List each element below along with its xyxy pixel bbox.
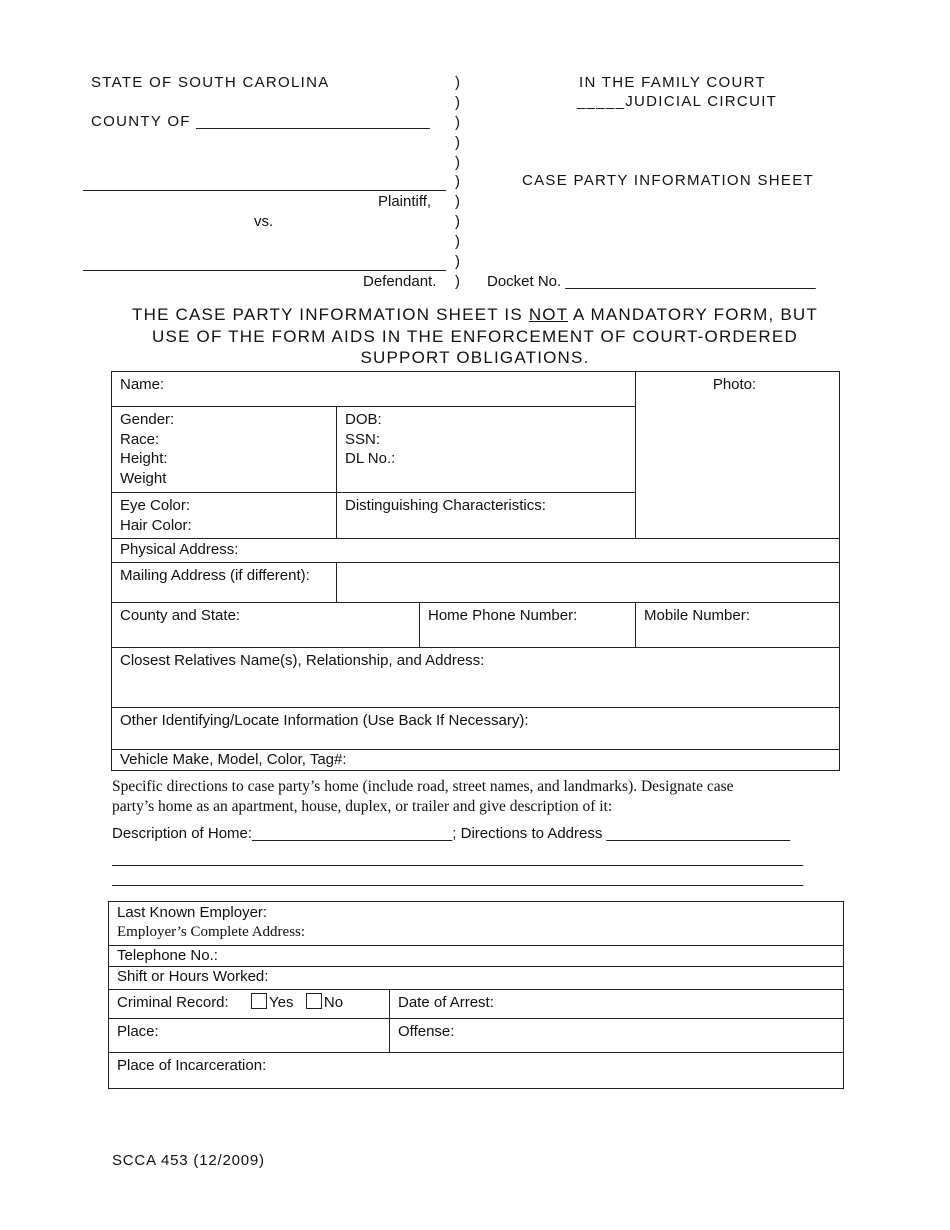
notice-text: A MANDATORY FORM, BUT (568, 305, 818, 324)
distinguishing-label: Distinguishing Characteristics: (345, 497, 546, 514)
employer-label: Last Known Employer: (117, 904, 268, 921)
judicial-circuit: _____JUDICIAL CIRCUIT (577, 93, 778, 110)
physical-address-field[interactable] (112, 539, 840, 563)
employer-field[interactable] (109, 902, 844, 946)
place-label: Place: (117, 1022, 159, 1040)
no-label: No (323, 993, 344, 1011)
name-label: Name: (120, 376, 165, 393)
dl-number-label: DL No.: (345, 450, 396, 467)
court-name: IN THE FAMILY COURT (579, 74, 766, 91)
vs-label: vs. (254, 213, 274, 230)
no-checkbox[interactable] (306, 993, 322, 1009)
state-caption: STATE OF SOUTH CAROLINA (91, 74, 330, 91)
county-state-field[interactable] (112, 603, 420, 648)
shift-label: Shift or Hours Worked: (117, 967, 269, 985)
docket-label: Docket No. (487, 273, 562, 290)
race-label: Race: (120, 430, 160, 448)
home-phone-field[interactable] (420, 603, 636, 648)
caption-paren: ) (455, 173, 460, 190)
caption-paren: ) (455, 94, 460, 111)
photo-box[interactable] (636, 372, 840, 539)
mailing-address-label: Mailing Address (if different): (120, 567, 310, 584)
mailing-address-label-cell (112, 563, 337, 603)
defendant-line (83, 270, 446, 271)
relatives-field[interactable] (112, 648, 840, 708)
caption-paren: ) (455, 193, 460, 210)
other-info-field[interactable] (112, 708, 840, 750)
notice-text: THE CASE PARTY INFORMATION SHEET IS (132, 305, 529, 324)
date-of-arrest-label: Date of Arrest: (398, 993, 494, 1011)
docket-line (487, 273, 816, 290)
physical-traits-field[interactable] (112, 407, 337, 493)
directions-blank-line[interactable]: ________________________________________________________________________________ (112, 850, 804, 867)
place-field[interactable] (109, 1018, 390, 1052)
physical-address-label: Physical Address: (120, 541, 239, 558)
hair-color-label: Hair Color: (120, 516, 192, 534)
sheet-title: CASE PARTY INFORMATION SHEET (522, 172, 814, 189)
incarceration-label: Place of Incarceration: (117, 1056, 267, 1074)
distinguishing-field[interactable] (337, 493, 636, 539)
notice-line-1 (0, 304, 950, 326)
employment-table (108, 901, 844, 1089)
yes-label: Yes (269, 993, 294, 1011)
caption-paren: ) (455, 253, 460, 270)
offense-label: Offense: (398, 1022, 455, 1040)
directions-blank-line[interactable]: ________________________________________________________________________________ (112, 870, 804, 887)
county-state-label: County and State: (120, 607, 241, 624)
caption-paren: ) (455, 134, 460, 151)
directions-label: ; Directions to Address (452, 825, 603, 842)
dob-label: DOB: (345, 411, 382, 428)
notice-line-3: SUPPORT OBLIGATIONS. (360, 348, 590, 367)
caption-paren: ) (455, 273, 460, 290)
vehicle-label: Vehicle Make, Model, Color, Tag#: (120, 751, 347, 768)
ssn-label: SSN: (345, 430, 381, 448)
mobile-number-label: Mobile Number: (644, 607, 750, 624)
caption-paren: ) (455, 114, 460, 131)
incarceration-field[interactable] (109, 1052, 844, 1088)
directions-instructions (112, 777, 734, 817)
caption-paren: ) (455, 213, 460, 230)
plaintiff-line (83, 190, 446, 191)
date-of-arrest-field[interactable] (390, 989, 844, 1018)
directions-line-2: party’s home as an apartment, house, duplex, or trailer and give description of it: (112, 798, 613, 815)
notice-not-word: NOT (528, 305, 568, 324)
description-line (112, 825, 790, 842)
eye-hair-field[interactable] (112, 493, 337, 539)
telephone-field[interactable] (109, 946, 844, 967)
directions-line-1: Specific directions to case party’s home (include road, street names, and landmarks). Designate case (112, 778, 734, 795)
form-id: SCCA 453 (12/2009) (112, 1152, 265, 1169)
caption-paren: ) (455, 74, 460, 91)
shift-field[interactable] (109, 966, 844, 989)
relatives-label: Closest Relatives Name(s), Relationship, and Address: (120, 652, 485, 669)
party-info-table (111, 371, 840, 771)
criminal-record-field (109, 989, 390, 1018)
photo-label: Photo: (712, 376, 757, 393)
county-label: COUNTY OF (91, 113, 191, 130)
identity-field[interactable] (337, 407, 636, 493)
description-label: Description of Home: (112, 825, 253, 842)
description-blank[interactable]: ________________________ (252, 825, 453, 842)
notice-line-2: USE OF THE FORM AIDS IN THE ENFORCEMENT OF COURT-ORDERED (152, 326, 798, 346)
defendant-label: Defendant. (363, 273, 437, 290)
directions-blank[interactable]: ______________________ (606, 825, 791, 842)
employer-address-label: Employer’s Complete Address: (117, 923, 306, 940)
criminal-record-label: Criminal Record: (117, 993, 229, 1011)
home-phone-label: Home Phone Number: (428, 607, 578, 624)
gender-label: Gender: (120, 411, 175, 428)
other-info-label: Other Identifying/Locate Information (Use Back If Necessary): (120, 712, 529, 729)
docket-blank[interactable]: ______________________________ (565, 273, 816, 290)
yes-checkbox[interactable] (251, 993, 267, 1009)
caption-paren: ) (455, 154, 460, 171)
height-label: Height: (120, 450, 168, 467)
weight-label: Weight (120, 469, 167, 487)
plaintiff-label: Plaintiff, (378, 193, 432, 210)
county-blank[interactable]: ____________________________ (196, 113, 430, 130)
name-field[interactable] (112, 372, 636, 407)
mailing-address-field[interactable] (337, 563, 840, 603)
mobile-number-field[interactable] (636, 603, 840, 648)
vehicle-field[interactable] (112, 750, 840, 771)
notice-block (0, 304, 950, 369)
eye-color-label: Eye Color: (120, 497, 191, 514)
telephone-label: Telephone No.: (117, 947, 218, 964)
offense-field[interactable] (390, 1018, 844, 1052)
county-line (91, 113, 430, 130)
caption-paren: ) (455, 233, 460, 250)
